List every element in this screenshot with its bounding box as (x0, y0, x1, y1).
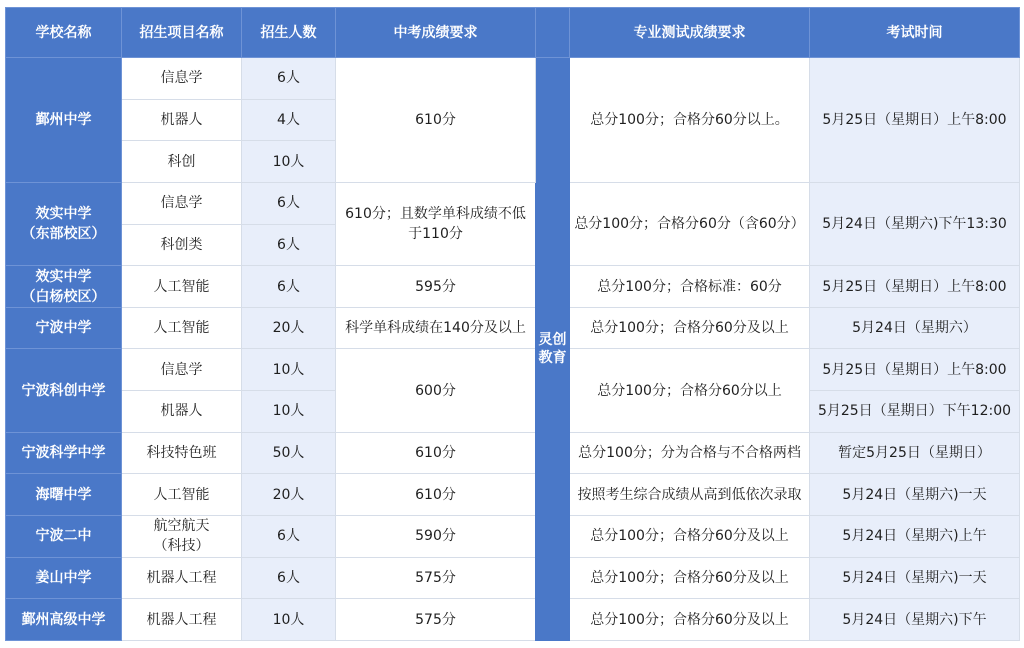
school-name (6, 349, 122, 432)
test-requirement: 总分100分；合格分60分及以上 (570, 307, 810, 349)
zhongkao-requirement (336, 349, 536, 432)
brand-text-line2: 教育 (538, 350, 567, 366)
test-requirement: 总分100分；合格分60分以上 (570, 349, 810, 432)
cell-text-line: 575分 (415, 570, 456, 586)
cell-text-line: 机器人 (160, 111, 203, 128)
project-name (122, 141, 242, 183)
zhongkao-requirement (336, 58, 536, 183)
exam-time: 5月24日（星期六)一天 (810, 557, 1020, 599)
cell-text-line: （东部校区） (21, 226, 106, 243)
header-zhongkao: 中考成绩要求 (336, 8, 536, 58)
table-row (6, 266, 1020, 308)
enrollment-count: 10人 (242, 599, 336, 641)
table-row (6, 349, 1020, 391)
admission-table (5, 7, 1020, 641)
enrollment-count: 20人 (242, 307, 336, 349)
header-brand-column (536, 8, 570, 58)
zhongkao-requirement (336, 557, 536, 599)
enrollment-count: 10人 (242, 349, 336, 391)
cell-text-line: 宁波科学中学 (21, 445, 106, 462)
exam-time: 5月25日（星期日）下午12:00 (810, 391, 1020, 433)
cell-text-line: 鄞州中学 (35, 111, 92, 128)
cell-text-line: 610分 (415, 486, 456, 503)
brand-text-line1: 灵创 (538, 332, 567, 348)
test-requirement: 总分100分；合格分60分（含60分） (570, 182, 810, 265)
cell-text-line: 人工智能 (153, 320, 210, 337)
cell-text-line: 575分 (415, 611, 456, 628)
zhongkao-requirement (336, 307, 536, 349)
exam-time: 5月24日（星期六） (810, 307, 1020, 349)
header-test: 专业测试成绩要求 (570, 8, 810, 58)
cell-text-line: 科创类 (160, 236, 203, 253)
school-name (6, 599, 122, 641)
project-name (122, 516, 242, 558)
project-name (122, 266, 242, 308)
test-requirement: 总分100分；合格分60分以上。 (570, 58, 810, 183)
zhongkao-requirement (336, 474, 536, 516)
cell-text-line: 宁波二中 (35, 528, 92, 545)
table-body (6, 58, 1020, 641)
cell-text-line: 宁波科创中学 (21, 382, 106, 399)
enrollment-count: 50人 (242, 432, 336, 474)
project-name (122, 432, 242, 474)
school-name (6, 432, 122, 474)
zhongkao-requirement (336, 432, 536, 474)
cell-text-line: 人工智能 (153, 486, 210, 503)
exam-time: 5月24日（星期六)下午13:30 (810, 182, 1020, 265)
test-requirement: 总分100分；合格标准：60分 (570, 266, 810, 308)
project-name (122, 391, 242, 433)
admission-table-container (5, 7, 1019, 641)
exam-time: 暂定5月25日（星期日） (810, 432, 1020, 474)
table-row (6, 432, 1020, 474)
exam-time: 5月24日（星期六)一天 (810, 474, 1020, 516)
enrollment-count: 6人 (242, 557, 336, 599)
school-name (6, 516, 122, 558)
zhongkao-requirement (336, 516, 536, 558)
table-row (6, 599, 1020, 641)
cell-text-line: 效实中学 (35, 206, 92, 223)
header-row (6, 8, 1020, 58)
cell-text-line: 机器人工程 (146, 611, 217, 628)
enrollment-count: 20人 (242, 474, 336, 516)
enrollment-count: 6人 (242, 516, 336, 558)
project-name (122, 182, 242, 224)
school-name (6, 557, 122, 599)
enrollment-count: 10人 (242, 141, 336, 183)
cell-text-line: 宁波中学 (35, 320, 92, 337)
cell-text-line: （科技） (153, 538, 210, 555)
enrollment-count: 10人 (242, 391, 336, 433)
school-name (6, 307, 122, 349)
test-requirement: 按照考生综合成绩从高到低依次录取 (570, 474, 810, 516)
exam-time: 5月24日（星期六)下午 (810, 599, 1020, 641)
table-row (6, 557, 1020, 599)
project-name (122, 349, 242, 391)
project-name (122, 307, 242, 349)
table-row (6, 182, 1020, 224)
cell-text-line: 姜山中学 (35, 570, 92, 586)
project-name (122, 599, 242, 641)
cell-text-line: 信息学 (160, 361, 203, 378)
enrollment-count: 6人 (242, 58, 336, 100)
zhongkao-requirement (336, 599, 536, 641)
cell-text-line: 科学单科成绩在140分及以上 (345, 320, 526, 337)
cell-text-line: 590分 (415, 528, 456, 545)
zhongkao-requirement (336, 182, 536, 265)
cell-text-line: 信息学 (160, 70, 203, 87)
test-requirement: 总分100分；合格分60分及以上 (570, 557, 810, 599)
cell-text-line: 机器人工程 (146, 570, 217, 586)
exam-time: 5月25日（星期日）上午8:00 (810, 266, 1020, 308)
cell-text-line: 科技特色班 (146, 445, 217, 462)
enrollment-count: 4人 (242, 99, 336, 141)
exam-time: 5月24日（星期六)上午 (810, 516, 1020, 558)
header-school: 学校名称 (6, 8, 122, 58)
table-row (6, 58, 1020, 100)
header-count: 招生人数 (242, 8, 336, 58)
project-name (122, 224, 242, 266)
cell-text-line: （白杨校区） (21, 288, 106, 305)
cell-text-line: 科创 (167, 153, 196, 170)
school-name (6, 58, 122, 183)
table-row (6, 474, 1020, 516)
cell-text-line: 机器人 (160, 403, 203, 420)
enrollment-count: 6人 (242, 224, 336, 266)
project-name (122, 557, 242, 599)
test-requirement: 总分100分；合格分60分及以上 (570, 599, 810, 641)
cell-text-line: 信息学 (160, 195, 203, 212)
cell-text-line: 600分 (415, 382, 456, 399)
exam-time: 5月25日（星期日）上午8:00 (810, 58, 1020, 183)
cell-text-line: 航空航天 (153, 518, 210, 535)
cell-text-line: 效实中学 (35, 268, 92, 285)
school-name (6, 266, 122, 308)
test-requirement: 总分100分；合格分60分及以上 (570, 516, 810, 558)
header-project: 招生项目名称 (122, 8, 242, 58)
cell-text-line: 海曙中学 (35, 486, 92, 503)
header-time: 考试时间 (810, 8, 1020, 58)
brand-watermark (536, 58, 570, 641)
enrollment-count: 6人 (242, 266, 336, 308)
project-name (122, 58, 242, 100)
school-name (6, 474, 122, 516)
cell-text-line: 595分 (415, 278, 456, 295)
table-row (6, 516, 1020, 558)
cell-text-line: 于110分 (408, 226, 463, 243)
cell-text-line: 610分 (415, 111, 456, 128)
cell-text-line: 鄞州高级中学 (21, 611, 106, 628)
project-name (122, 474, 242, 516)
project-name (122, 99, 242, 141)
cell-text-line: 610分；且数学单科成绩不低 (345, 206, 526, 223)
enrollment-count: 6人 (242, 182, 336, 224)
cell-text-line: 人工智能 (153, 278, 210, 295)
school-name (6, 182, 122, 265)
table-row (6, 307, 1020, 349)
test-requirement: 总分100分；分为合格与不合格两档 (570, 432, 810, 474)
cell-text-line: 610分 (415, 445, 456, 462)
exam-time: 5月25日（星期日）上午8:00 (810, 349, 1020, 391)
zhongkao-requirement (336, 266, 536, 308)
